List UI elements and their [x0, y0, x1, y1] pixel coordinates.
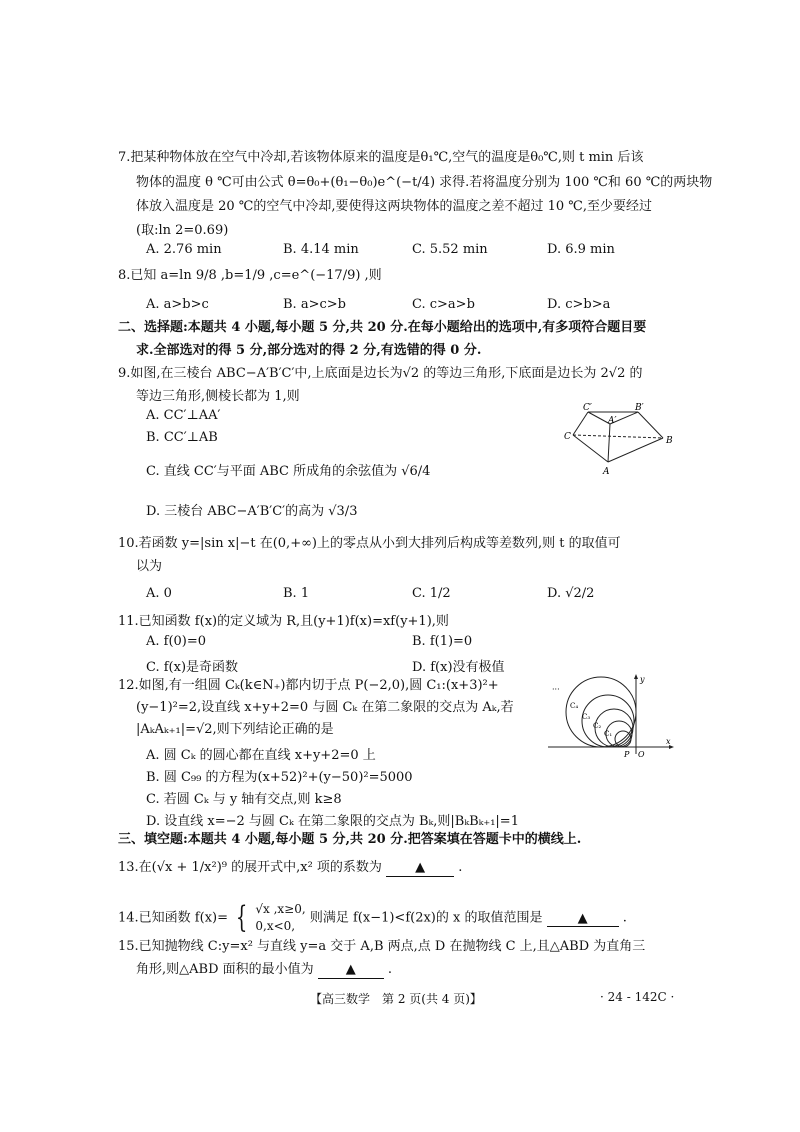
q15-blank: ▲	[318, 962, 384, 979]
label-c4: C₄	[570, 702, 579, 710]
q12-option-b: B. 圆 C₉₉ 的方程为(x+52)²+(y−50)²=5000	[146, 770, 413, 785]
label-a: A	[603, 467, 610, 477]
q9-option-d: D. 三棱台 ABC−A′B′C′的高为 √3/3	[146, 504, 358, 519]
q7-option-c: C. 5.52 min	[412, 242, 488, 257]
q9-option-b: B. CC′⊥AB	[146, 430, 218, 445]
q15-end: .	[387, 962, 393, 977]
label-o: O	[638, 750, 645, 757]
label-c-prime: C′	[583, 403, 592, 413]
q9-line-2: 等边三角形,侧棱长都为 1,则	[136, 389, 300, 404]
q14-pre: 14.已知函数 f(x)=	[118, 910, 228, 926]
q14-post: 则满足 f(x−1)<f(2x)的 x 的取值范围是	[309, 910, 543, 926]
q7-option-a: A. 2.76 min	[146, 242, 222, 257]
q14-case-2: 0,x<0,	[255, 919, 296, 933]
q12-option-d: D. 设直线 x=−2 与圆 Cₖ 在第二象限的交点为 Bₖ,则|BₖBₖ₊₁|=1	[146, 814, 519, 829]
q13-blank: ▲	[386, 860, 454, 877]
frustum-edge	[573, 412, 588, 435]
label-b-prime: B′	[635, 403, 644, 413]
q14-case-1: √x ,x≥0,	[255, 902, 306, 916]
q11-stem: 11.已知函数 f(x)的定义域为 R,且(y+1)f(x)=xf(y+1),则	[118, 614, 449, 629]
q11-option-a: A. f(0)=0	[146, 634, 207, 649]
q12-line-2: (y−1)²=2,设直线 x+y+2=0 与圆 Cₖ 在第二象限的交点为 Aₖ,若	[136, 700, 514, 715]
q12-option-a: A. 圆 Cₖ 的圆心都在直线 x+y+2=0 上	[146, 748, 376, 763]
q14-cases	[255, 901, 305, 935]
q13-stem: 13.在(√x + 1/x²)⁹ 的展开式中,x² 项的系数为	[118, 860, 382, 875]
q8-option-a: A. a>b>c	[146, 297, 209, 312]
section-2-heading-line-1: 二、选择题:本题共 4 小题,每小题 5 分,共 20 分.在每小题给出的选项中,有多项符合题目要	[118, 320, 647, 335]
q14-end: .	[622, 910, 627, 926]
q14-brace: {	[235, 900, 248, 935]
q14-line	[118, 901, 627, 935]
q9-option-a: A. CC′⊥AA′	[146, 408, 221, 423]
q8-stem: 8.已知 a=ln 9/8 ,b=1/9 ,c=e^(−17/9) ,则	[118, 268, 382, 283]
q12-option-c: C. 若圆 Cₖ 与 y 轴有交点,则 k≥8	[146, 792, 342, 807]
q13-end: .	[458, 860, 463, 875]
label-y: y	[640, 675, 645, 684]
frustum-edge	[573, 435, 608, 462]
label-b: B	[666, 436, 673, 446]
q10-option-d: D. √2/2	[547, 586, 595, 601]
footer-page-info: 【高三数学 第 2 页(共 4 页)】	[310, 992, 482, 1006]
label-c1: C₁	[604, 730, 613, 738]
q7-line-4: (取:ln 2=0.69)	[136, 223, 229, 238]
q12-line-1: 12.如图,有一组圆 Cₖ(k∈N₊)都内切于点 P(−2,0),圆 C₁:(x+3)²+	[118, 678, 499, 693]
label-p: P	[624, 750, 630, 757]
section-3-heading: 三、填空题:本题共 4 小题,每小题 5 分,共 20 分.把答案填在答题卡中的横线上.	[118, 832, 582, 847]
footer-code: · 24 - 142C ·	[600, 990, 675, 1004]
label-c3: C₃	[582, 713, 591, 721]
frustum-edge	[608, 424, 610, 462]
q9-option-c: C. 直线 CC′与平面 ABC 所成角的余弦值为 √6/4	[146, 464, 431, 479]
label-x: x	[666, 737, 671, 746]
frustum-figure	[563, 400, 683, 480]
circles-figure	[548, 672, 678, 757]
q7-line-2: 物体的温度 θ ℃可由公式 θ=θ₀+(θ₁−θ₀)e^(−t/4) 求得.若将温度分别为 100 ℃和 60 ℃的两块物	[136, 175, 713, 190]
circle	[566, 677, 636, 747]
q15-line-2	[136, 962, 392, 979]
q10-line-1: 10.若函数 y=|sin x|−t 在(0,+∞)上的零点从小到大排列后构成等差数列,则 t 的取值可	[118, 536, 621, 551]
q15-text: 角形,则△ABD 面积的最小值为	[136, 962, 314, 977]
frustum-edge	[588, 412, 610, 424]
frustum-edge	[638, 412, 663, 438]
q7-line-1: 7.把某种物体放在空气中冷却,若该物体原来的温度是θ₁℃,空气的温度是θ₀℃,则 t min 后该	[118, 150, 644, 165]
q7-option-b: B. 4.14 min	[283, 242, 359, 257]
q8-option-d: D. c>b>a	[547, 297, 611, 312]
q10-option-c: C. 1/2	[412, 586, 451, 601]
circle	[582, 695, 634, 747]
frustum-edge	[608, 438, 663, 462]
q13-line	[118, 860, 462, 877]
q7-option-d: D. 6.9 min	[547, 242, 615, 257]
q14-blank: ▲	[547, 911, 619, 928]
q11-option-b: B. f(1)=0	[412, 634, 473, 649]
q8-option-b: B. a>c>b	[283, 297, 346, 312]
q8-option-c: C. c>a>b	[412, 297, 475, 312]
q10-line-2: 以为	[136, 559, 163, 574]
q12-line-3: |AₖAₖ₊₁|=√2,则下列结论正确的是	[136, 722, 334, 737]
label-a-prime: A′	[608, 416, 617, 426]
frustum-edge	[573, 435, 663, 438]
q10-option-b: B. 1	[283, 586, 310, 601]
section-2-heading-line-2: 求.全部选对的得 5 分,部分选对的得 2 分,有选错的得 0 分.	[136, 343, 482, 358]
q10-option-a: A. 0	[146, 586, 172, 601]
label-c: C	[564, 432, 571, 442]
label-c2: C₂	[593, 722, 602, 730]
q11-option-c: C. f(x)是奇函数	[146, 660, 239, 675]
q7-line-3: 体放入温度是 20 ℃的空气中冷却,要使得这两块物体的温度之差不超过 10 ℃,至少要经过	[136, 199, 652, 214]
y-axis-arrow	[634, 674, 638, 679]
q11-option-d: D. f(x)没有极值	[412, 660, 505, 675]
q9-line-1: 9.如图,在三棱台 ABC−A′B′C′中,上底面是边长为√2 的等边三角形,下底面是边长为 2√2 的	[118, 366, 643, 381]
q15-line-1: 15.已知抛物线 C:y=x² 与直线 y=a 交于 A,B 两点,点 D 在抛物线 C 上,且△ABD 为直角三	[118, 939, 646, 954]
label-ellipsis: ···	[552, 685, 560, 694]
